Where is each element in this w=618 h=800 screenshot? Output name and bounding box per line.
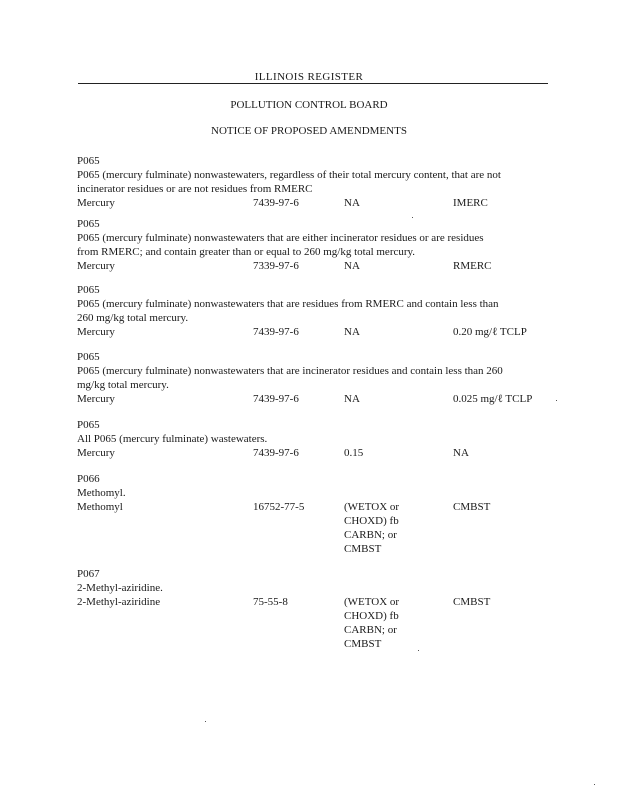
cas-number: 16752-77-5	[253, 501, 305, 513]
scan-speck	[205, 721, 206, 722]
waste-description: 2-Methyl-aziridine.	[77, 582, 163, 594]
wastewater-standard	[344, 500, 399, 556]
constituent-name: Mercury	[77, 260, 115, 272]
standard-line: (WETOX or	[344, 501, 400, 513]
standard-row	[77, 500, 557, 555]
cas-number: 7439-97-6	[253, 447, 299, 459]
wastewater-standard	[344, 595, 399, 651]
constituent-name: Mercury	[77, 197, 115, 209]
waste-description: mg/kg total mercury.	[77, 379, 169, 391]
standard-line: CHOXD) fb	[344, 515, 399, 527]
waste-entry	[77, 472, 557, 555]
constituent-name: Mercury	[77, 447, 115, 459]
scan-speck	[412, 217, 413, 218]
board-title: POLLUTION CONTROL BOARD	[230, 99, 388, 111]
constituent-name: Mercury	[77, 326, 115, 338]
waste-code: P065	[77, 218, 100, 230]
waste-description: from RMERC; and contain greater than or equal to 260 mg/kg total mercury.	[77, 246, 416, 258]
standard-row	[77, 259, 557, 273]
cas-number: 7439-97-6	[253, 326, 299, 338]
constituent-name: Mercury	[77, 393, 115, 405]
waste-entry	[77, 217, 557, 273]
waste-code: P065	[77, 419, 100, 431]
waste-code: P065	[77, 284, 100, 296]
constituent-name: Methomyl	[77, 501, 123, 513]
wastewater-standard: NA	[344, 393, 360, 405]
standard-line: CMBST	[344, 543, 382, 555]
nonwastewater-standard: IMERC	[453, 197, 488, 209]
scan-speck	[594, 784, 595, 785]
notice-title: NOTICE OF PROPOSED AMENDMENTS	[211, 125, 407, 137]
cas-number: 7339-97-6	[253, 260, 299, 272]
waste-code: P065	[77, 351, 100, 363]
nonwastewater-standard: NA	[453, 447, 469, 459]
cas-number: 7439-97-6	[253, 393, 299, 405]
waste-code: P067	[77, 568, 100, 580]
waste-entry	[77, 418, 557, 460]
nonwastewater-standard: 0.025 mg/ℓ TCLP	[453, 393, 533, 405]
wastewater-standard: 0.15	[344, 447, 364, 459]
waste-entry	[77, 567, 557, 650]
standard-row	[77, 196, 557, 210]
waste-description: All P065 (mercury fulminate) wastewaters.	[77, 433, 268, 445]
waste-code: P066	[77, 473, 100, 485]
standard-line: CARBN; or	[344, 624, 397, 636]
waste-description: P065 (mercury fulminate) nonwastewaters that are incinerator residues and contain less than 260	[77, 365, 503, 377]
cas-number: 7439-97-6	[253, 197, 299, 209]
nonwastewater-standard: 0.20 mg/ℓ TCLP	[453, 326, 527, 338]
waste-description: P065 (mercury fulminate) nonwastewaters that are residues from RMERC and contain less than	[77, 298, 499, 310]
nonwastewater-standard: RMERC	[453, 260, 492, 272]
wastewater-standard: NA	[344, 197, 360, 209]
scan-speck	[556, 400, 557, 401]
waste-description: Methomyl.	[77, 487, 126, 499]
wastewater-standard: NA	[344, 326, 360, 338]
waste-description: P065 (mercury fulminate) nonwastewaters, regardless of their total mercury content, that are not	[77, 169, 501, 181]
scan-speck	[418, 650, 419, 651]
nonwastewater-standard: CMBST	[453, 501, 491, 513]
standard-line: CARBN; or	[344, 529, 397, 541]
standard-row	[77, 446, 557, 460]
register-title: ILLINOIS REGISTER	[254, 71, 364, 83]
waste-entry	[77, 350, 557, 406]
standard-row	[77, 595, 557, 650]
waste-description: P065 (mercury fulminate) nonwastewaters that are either incinerator residues or are residues	[77, 232, 484, 244]
cas-number: 75-55-8	[253, 596, 288, 608]
waste-description: 260 mg/kg total mercury.	[77, 312, 189, 324]
standard-row	[77, 325, 557, 339]
waste-entry	[77, 154, 557, 210]
constituent-name: 2-Methyl-aziridine	[77, 596, 161, 608]
waste-code: P065	[77, 155, 100, 167]
standard-line: (WETOX or	[344, 596, 400, 608]
standard-line: CMBST	[344, 638, 382, 650]
waste-description: incinerator residues or are not residues from RMERC	[77, 183, 313, 195]
wastewater-standard: NA	[344, 260, 360, 272]
standard-line: CHOXD) fb	[344, 610, 399, 622]
standard-row	[77, 392, 557, 406]
nonwastewater-standard: CMBST	[453, 596, 491, 608]
waste-entry	[77, 283, 557, 339]
